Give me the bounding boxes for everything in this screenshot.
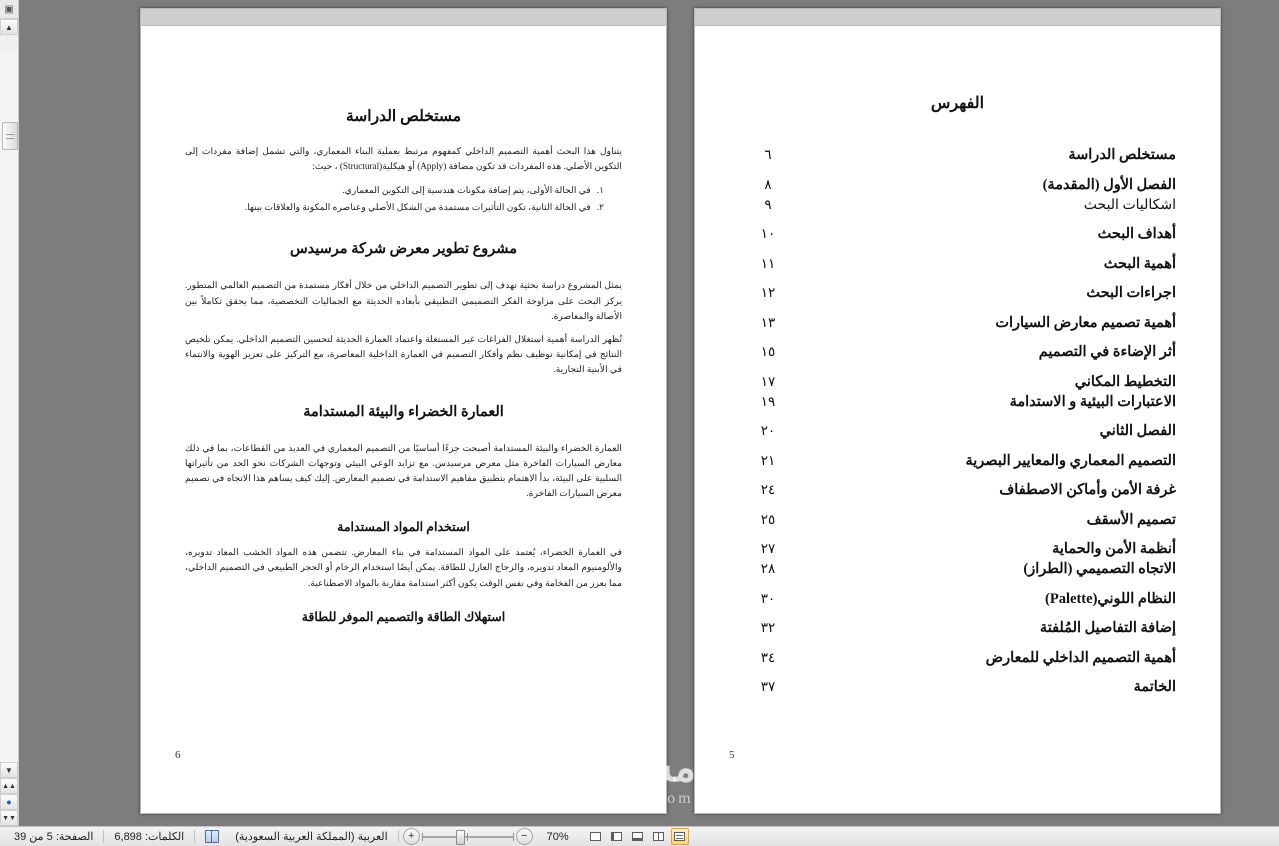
toc-entry-label: أهمية التصميم الداخلي للمعارض bbox=[985, 649, 1176, 666]
toc-entry-label: مستخلص الدراسة bbox=[1068, 147, 1176, 163]
toc-entry[interactable] bbox=[739, 394, 1176, 411]
toc-entry-page-number: ٦ bbox=[764, 147, 772, 162]
list-item-text: في الحالة الأولى، يتم إضافة مكونات هندسية إلى التكوين المعماري. bbox=[342, 185, 591, 196]
toc-entry-label: الفصل الأول (المقدمة) bbox=[1042, 176, 1176, 193]
scrollbar-track[interactable] bbox=[0, 52, 18, 772]
outline-view-button[interactable] bbox=[608, 828, 626, 845]
toc-entry-label: إضافة التفاصيل المُلفتة bbox=[1039, 620, 1176, 636]
toc-entry-page-number: ٩ bbox=[764, 196, 772, 212]
select-browse-object-button[interactable]: ● bbox=[0, 794, 18, 810]
toc-entry-page-number: ١٠ bbox=[760, 226, 776, 241]
toc-entry-page-number: ١١ bbox=[760, 255, 776, 271]
scrollbar-thumb[interactable] bbox=[2, 122, 18, 150]
zoom-and-view-controls[interactable] bbox=[401, 828, 693, 845]
zoom-in-button[interactable]: + bbox=[403, 828, 420, 845]
list-item bbox=[185, 182, 604, 199]
section3-paragraph-1: في العمارة الخضراء، يُعتمد على المواد المستدامة في بناء المعارض. تتضمن هذه المواد الخشب المعاد تدويره، والألومنيوم المعاد تدويره، والزجاج العازل للطاقة. يمكن أيضًا استخدام الرخام أو الحجر الطبيعي في التصميم الداخلي، مما يعزز من الفخامة وفي نفس الوقت يكون أكثر استدامة مقارنة بالمواد الاصطناعية. bbox=[185, 547, 622, 588]
toc-entry-page-number: ٢٠ bbox=[760, 423, 776, 438]
page-top-margin bbox=[695, 9, 1220, 26]
select-browse-object-icon[interactable]: ▣ bbox=[0, 0, 18, 19]
toc-entry-page-number: ١٩ bbox=[760, 393, 776, 409]
toc-entry-label: الخاتمة bbox=[1133, 679, 1176, 695]
section-heading-mercedes: مشروع تطوير معرض شركة مرسيدس bbox=[289, 241, 518, 258]
toc-entry-page-number: ١٢ bbox=[760, 285, 776, 300]
watermark-subtext: mostaql.com bbox=[578, 790, 694, 807]
toc-entry-label: الاتجاه التصميمي (الطراز) bbox=[1023, 561, 1176, 577]
toc-entry-label: اجراءات البحث bbox=[1086, 285, 1176, 301]
view-buttons-group[interactable] bbox=[583, 828, 693, 845]
list-item-number: ٢. bbox=[596, 201, 604, 212]
document-page-abstract bbox=[140, 8, 667, 814]
web-layout-view-button[interactable] bbox=[629, 828, 647, 845]
document-page-toc bbox=[694, 8, 1221, 814]
toc-entry-page-number: ١٣ bbox=[760, 314, 776, 330]
toc-entry[interactable] bbox=[739, 197, 1176, 214]
subsection-heading-materials: استخدام المواد المستدامة bbox=[337, 520, 470, 535]
toc-entry-page-number: ٣٢ bbox=[760, 620, 776, 635]
toc-entry-page-number: ٣٧ bbox=[760, 679, 776, 694]
status-spellcheck[interactable] bbox=[197, 828, 227, 846]
toc-entry[interactable] bbox=[739, 512, 1176, 529]
toc-entry-page-number: ١٧ bbox=[760, 373, 776, 389]
toc-entry[interactable] bbox=[739, 541, 1176, 558]
scrollbar-bottom-controls[interactable] bbox=[0, 762, 18, 826]
toc-entry[interactable] bbox=[739, 620, 1176, 637]
subsection-heading-energy: استهلاك الطاقة والتصميم الموفر للطاقة bbox=[301, 609, 506, 624]
draft-icon bbox=[590, 832, 601, 841]
toc-page-content bbox=[695, 25, 1220, 813]
page-number: 6 bbox=[175, 749, 181, 761]
section2-paragraph-1: العمارة الخضراء والبيئة المستدامة أصبحت جزءًا أساسيًا من التصميم المعماري في العديد من القطاعات، بما في ذلك معارض السيارات الفاخرة مثل معرض مرسيدس. مع تزايد الوعي البيئي وتوجهات الشركات نحو الحد من تأثيراتها السلبية على البيئة، بدأ الاهتمام بتطبيق مفاهيم الاستدامة في تصميم المعارض. إليك كيف يساهم هذا الاتجاه في تصميم معرض السيارات الفاخرة. bbox=[185, 442, 622, 499]
abstract-intro-paragraph: يتناول هذا البحث أهمية التصميم الداخلي كمفهوم مرتبط بعملية البناء المعماري، والتي تشمل إضافة مفردات إلى التكوين الأصلي. هذه المفردات قد تكون مضافة (Apply) أو هيكلية(Structural) ، حيث: bbox=[185, 146, 622, 172]
print-layout-icon bbox=[674, 832, 685, 841]
list-item bbox=[185, 199, 604, 216]
section-heading-green-architecture: العمارة الخضراء والبيئة المستدامة bbox=[303, 403, 504, 420]
status-separator bbox=[194, 830, 195, 843]
status-separator bbox=[103, 830, 104, 843]
toc-entry-page-number: ٨ bbox=[764, 176, 772, 192]
toc-entry-label: تصميم الأسقف bbox=[1086, 511, 1176, 528]
abstract-numbered-list bbox=[185, 182, 604, 215]
web-layout-icon bbox=[632, 832, 643, 841]
status-bar[interactable] bbox=[0, 826, 1279, 846]
zoom-tick bbox=[513, 833, 514, 841]
toc-entry-page-number: ٢٥ bbox=[760, 511, 776, 527]
toc-entry-page-number: ٢٧ bbox=[760, 541, 776, 556]
abstract-page-content bbox=[141, 25, 666, 813]
toc-entry-label: التخطيط المكاني bbox=[1074, 373, 1176, 390]
toc-entry-page-number: ٢٨ bbox=[760, 561, 776, 576]
draft-view-button[interactable] bbox=[587, 828, 605, 845]
zoom-slider[interactable] bbox=[422, 829, 514, 844]
list-item-number: ١. bbox=[596, 185, 604, 196]
status-language[interactable]: العربية (المملكة العربية السعودية) bbox=[235, 830, 388, 843]
toc-entry-page-number: ٣٤ bbox=[760, 649, 776, 665]
reading-view-icon bbox=[653, 832, 664, 841]
scroll-up-button[interactable]: ▲ bbox=[0, 19, 18, 35]
status-separator bbox=[398, 830, 399, 843]
section1-paragraph-2: تُظهر الدراسة أهمية استغلال الفراغات غير المستغلة واعتماد العمارة الحديثة لتحسين التصميم الداخلي. يمكن تلخيص النتائج في إمكانية توظيف نظم وأفكار التصميم في العمارة الداخلية المعاصرة، مع التركيز على تعزيز الهوية والانتماء في الأبنية التجارية. bbox=[185, 333, 622, 375]
toc-entry[interactable] bbox=[739, 177, 1176, 194]
zoom-slider-handle[interactable] bbox=[456, 830, 465, 845]
toc-entry-label: أهمية البحث bbox=[1103, 255, 1176, 272]
page-number: 5 bbox=[729, 749, 735, 761]
status-page-indicator[interactable]: الصفحة: 5 من 39 bbox=[14, 830, 94, 843]
abstract-heading: مستخلص الدراسة bbox=[345, 108, 462, 125]
previous-page-button[interactable]: ▲▲ bbox=[0, 778, 18, 794]
toc-entry[interactable] bbox=[739, 482, 1176, 499]
outline-icon bbox=[611, 832, 622, 841]
spellcheck-book-icon bbox=[205, 830, 219, 843]
toc-entry[interactable] bbox=[739, 147, 1176, 164]
toc-entry-label: أنظمة الأمن والحماية bbox=[1052, 541, 1176, 557]
document-canvas[interactable] bbox=[19, 0, 1279, 826]
zoom-slider-track bbox=[422, 836, 514, 838]
toc-entry[interactable] bbox=[739, 256, 1176, 273]
toc-entry[interactable] bbox=[739, 423, 1176, 440]
full-screen-reading-view-button[interactable] bbox=[650, 828, 668, 845]
toc-entry[interactable] bbox=[739, 344, 1176, 361]
toc-entry-label: الاعتبارات البيئية و الاستدامة bbox=[1009, 393, 1176, 410]
toc-entry[interactable] bbox=[739, 315, 1176, 332]
toc-entry-page-number: ١٥ bbox=[760, 344, 776, 359]
toc-entry-label: أهداف البحث bbox=[1097, 226, 1176, 242]
watermark-text: مستقل bbox=[576, 745, 696, 790]
print-layout-view-button[interactable] bbox=[671, 828, 689, 845]
toc-entry-label: غرفة الأمن وأماكن الاصطفاف bbox=[999, 482, 1176, 498]
toc-entry-label: الفصل الثاني bbox=[1099, 423, 1176, 439]
status-word-count[interactable]: الكلمات: 6,898 bbox=[114, 830, 185, 843]
vertical-scrollbar[interactable] bbox=[0, 0, 19, 826]
toc-entry-label: النظام اللوني(Palette) bbox=[1045, 590, 1176, 607]
zoom-tick bbox=[467, 833, 468, 841]
toc-entry[interactable] bbox=[739, 650, 1176, 667]
scroll-down-button[interactable]: ▼ bbox=[0, 762, 18, 778]
zoom-level-label[interactable]: 70% bbox=[546, 830, 569, 843]
toc-entry-label: اشكاليات البحث bbox=[1083, 197, 1176, 213]
section1-paragraph-1: يمثل المشروع دراسة بحثية تهدف إلى تطوير التصميم الداخلي من خلال أفكار مستمدة من التصميم العالمي المتطور. يركز البحث على مزاوجة الفكر التصميمي التطبيقي بأبعاده الحديثة مع الجماليات التخصصية، مما يحقق تكاملاً بين الأصالة والمعاصرة. bbox=[185, 280, 622, 321]
toc-entry[interactable] bbox=[739, 679, 1176, 696]
page-top-margin bbox=[141, 9, 666, 26]
toc-list bbox=[739, 147, 1176, 696]
toc-entry-label: أهمية تصميم معارض السيارات bbox=[995, 314, 1176, 331]
toc-entry[interactable] bbox=[739, 285, 1176, 302]
toc-entry[interactable] bbox=[739, 591, 1176, 608]
page-title: الفهرس bbox=[930, 95, 985, 112]
toc-entry-page-number: ٢٤ bbox=[760, 482, 776, 497]
zoom-tick bbox=[422, 833, 423, 841]
toc-entry[interactable] bbox=[739, 374, 1176, 391]
list-item-text: في الحالة الثانية، تكون التأثيرات مستمدة من الشكل الأصلي وعناصره المكونة والعلاقات بينها. bbox=[244, 201, 591, 212]
toc-entry-page-number: ٣٠ bbox=[760, 590, 776, 606]
toc-entry-page-number: ٢١ bbox=[760, 452, 776, 468]
toc-entry[interactable] bbox=[739, 453, 1176, 470]
toc-entry-label: التصميم المعماري والمعايير البصرية bbox=[965, 452, 1176, 469]
toc-entry[interactable] bbox=[739, 561, 1176, 578]
toc-entry-label: أثر الإضاءة في التصميم bbox=[1038, 344, 1176, 360]
next-page-button[interactable]: ▼▼ bbox=[0, 810, 18, 826]
zoom-out-button[interactable]: − bbox=[516, 828, 533, 845]
toc-entry[interactable] bbox=[739, 226, 1176, 243]
